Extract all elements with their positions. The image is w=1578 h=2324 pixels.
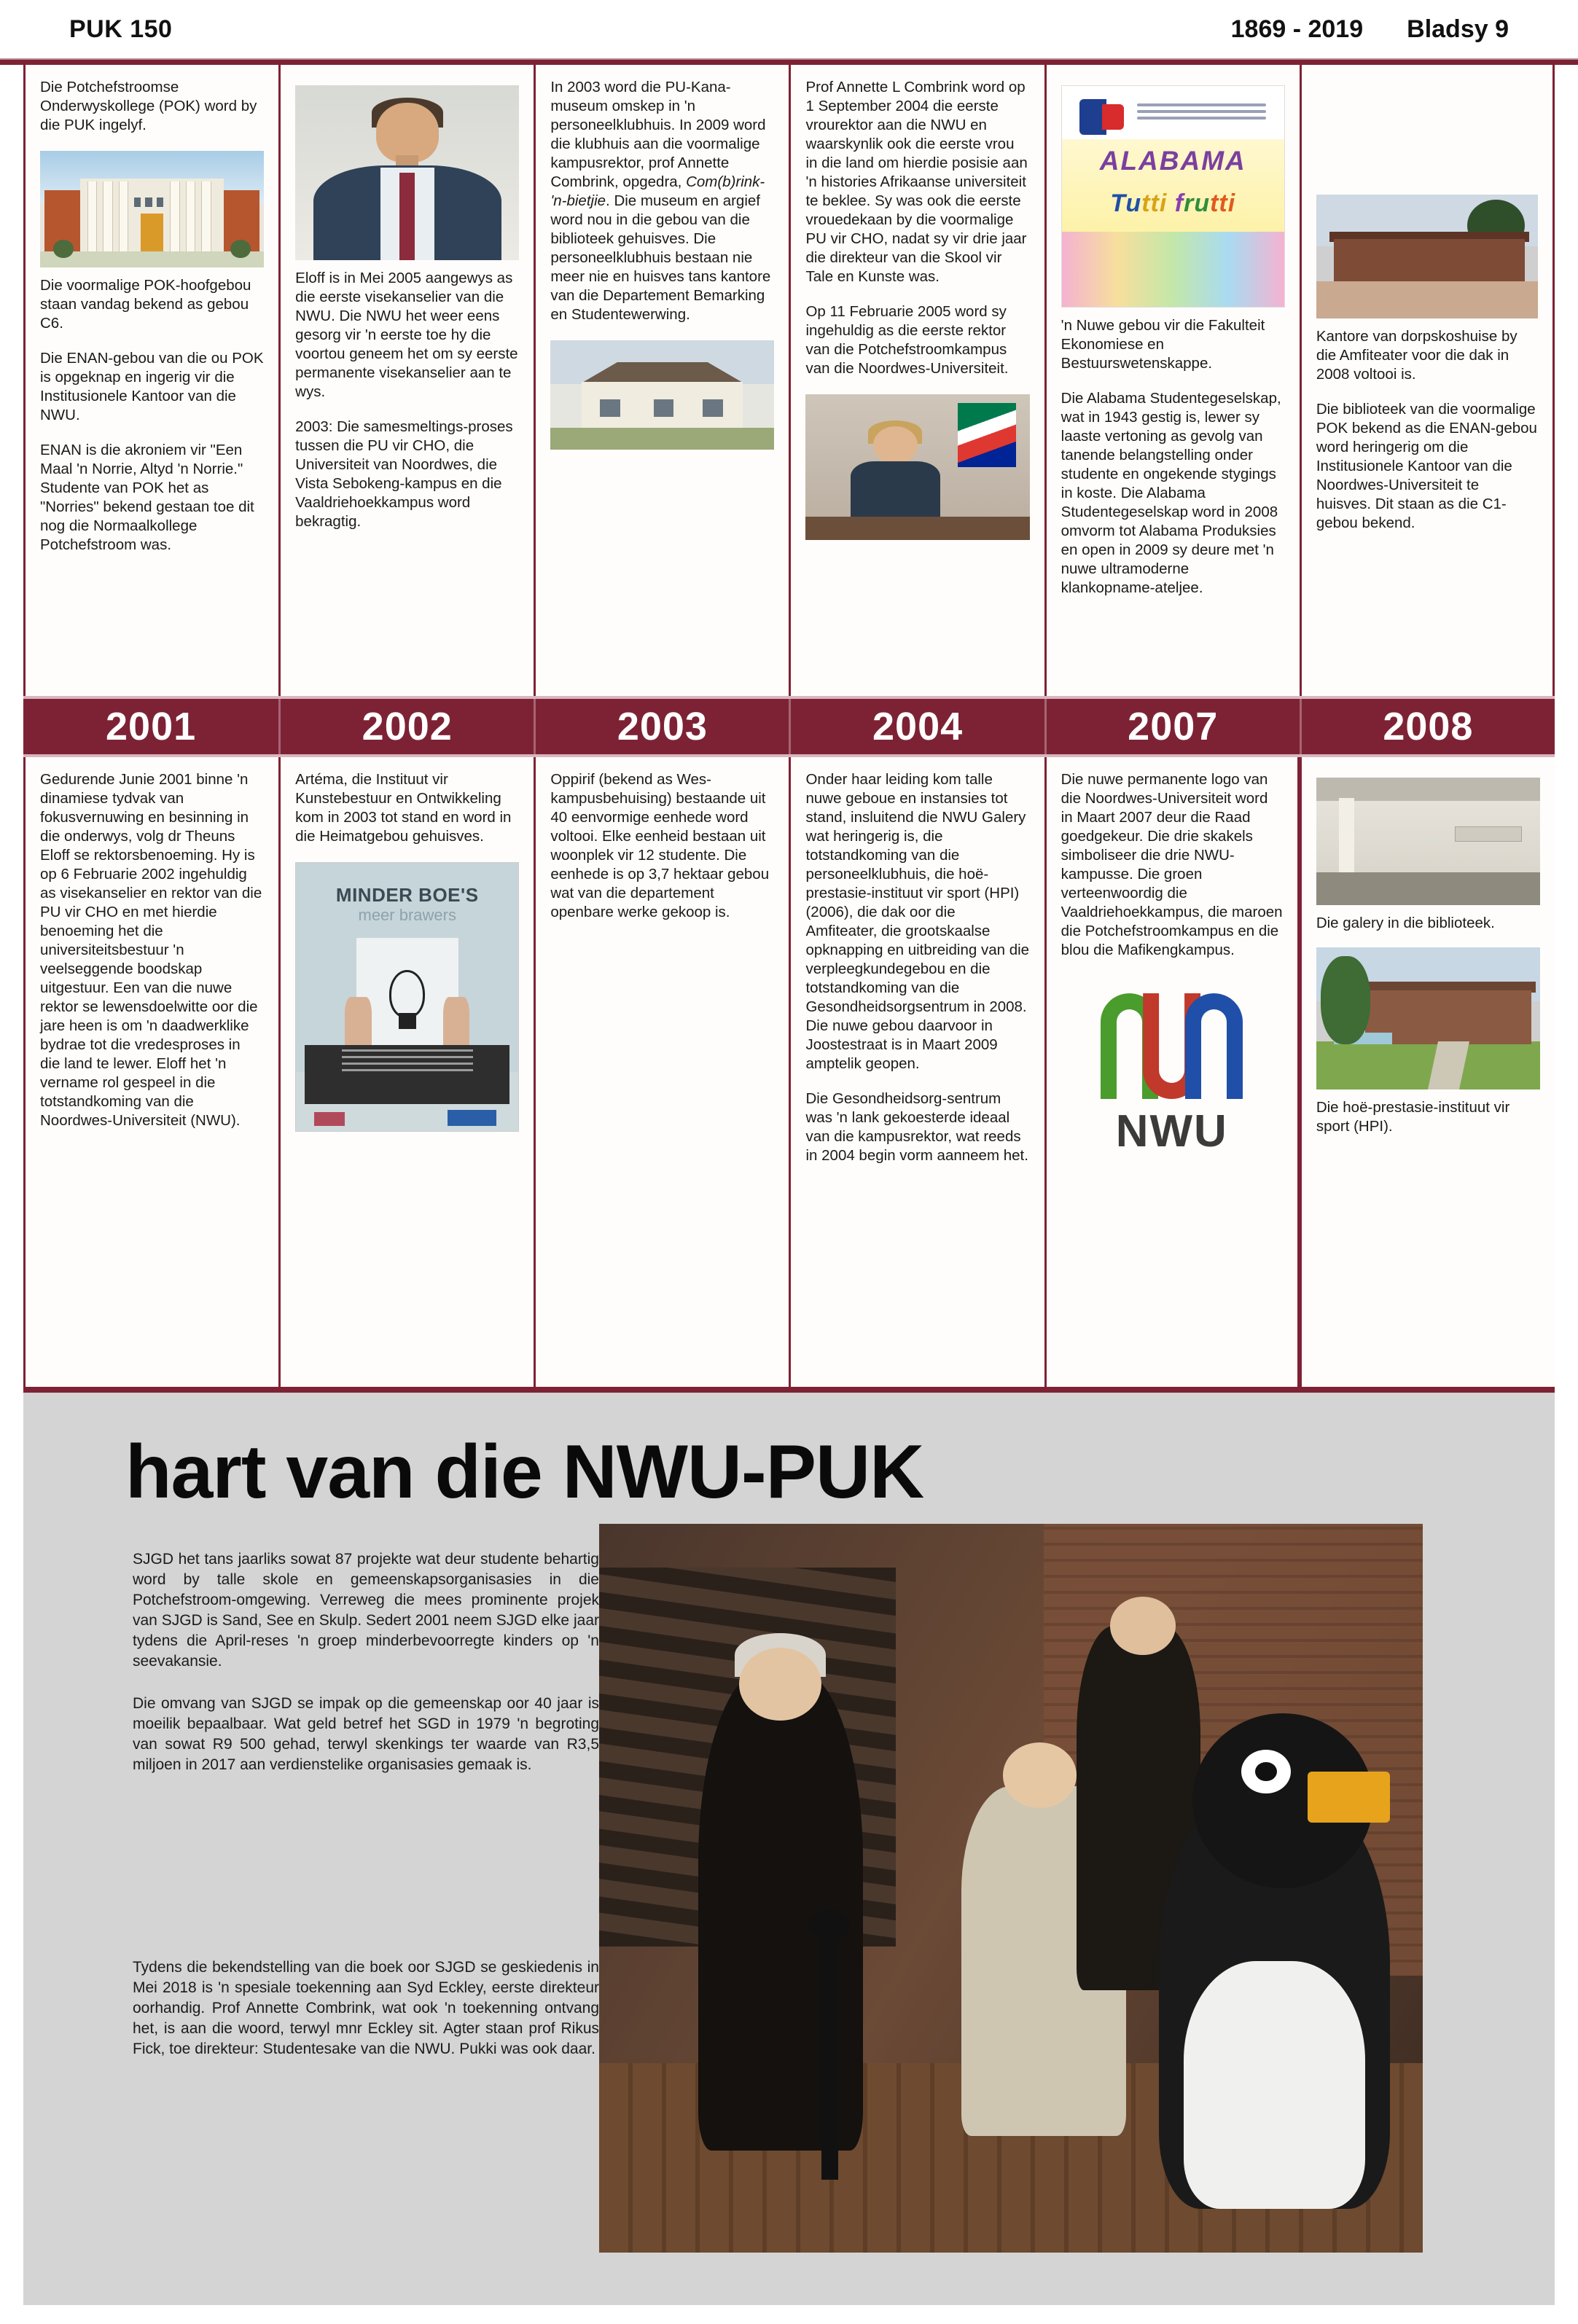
year-label-2002: 2002	[278, 699, 534, 754]
paragraph: SJGD het tans jaarliks sowat 87 projekte wat deur studente behartig word by talle skole en gemeenskapsorganisasies in die Potchefstroom-omgewing. Verreweg die mees prominente projek van SJGD is Sand, See en Skulp. Sedert 2001 neem SJGD elke jaar tydens die April-reses 'n groep minderbevoorregte kinders op 'n seevakansie.	[133, 1551, 599, 1670]
paragraph-part: In 2003 word die PU-Kana-museum omskep in 'n personeelklubhuis. In 2009 word die klubhuis aan die voormalige kampusrektor, prof Annette Combrink, opgedra,	[550, 79, 766, 190]
logo-text-lines	[1137, 103, 1266, 123]
masthead-year-range: 1869 - 2019	[1230, 15, 1364, 43]
amfiteater-offices-photo	[1316, 195, 1538, 318]
paragraph: Artéma, die Instituut vir Kunstebestuur en Ontwikkeling kom in 2003 tot stand en word in die Heimatgebou gehuisves.	[295, 771, 512, 845]
year-band	[23, 696, 1555, 757]
paragraph: Eloff is in Mei 2005 aangewys as die eerste visekanselier van die NWU. Die NWU het weer eens gesorg vir 'n eerste toe hy die voortou geneem het om sy eerste permanente visekanselier aan te wys.	[295, 270, 518, 400]
photo-caption: Die hoë-prestasie-instituut vir sport (HPI).	[1316, 1099, 1510, 1135]
alabama-poster-image	[1061, 85, 1285, 308]
timeline-cell-top-6	[1300, 65, 1555, 696]
timeline-cell-bottom-5	[1044, 757, 1300, 1387]
paragraph: Onder haar leiding kom talle nuwe geboue en instansies tot stand, insluitend die NWU Galery wat heringerig is, die totstandkoming van die personeelklubhuis, die hoë-prestasie-instituut vir sport (HPI) (2006), die dak oor die Amfiteater, die grootskaalse opknapping en uitbreiding van die verpleegkundegebou en die totstandkoming van die Gesondheidsorgsentrum in 2008. Die nuwe gebou daarvoor in Joostestraat is in Maart 2009 amptelik geopen.	[805, 771, 1030, 1072]
library-gallery-photo	[1316, 778, 1540, 905]
feature-event-photo	[599, 1524, 1423, 2253]
pok-building-photo	[40, 151, 264, 267]
paragraph: Die Potchefstroomse Onderwyskollege (POK) word by die PUK ingelyf.	[40, 79, 257, 133]
masthead-page-number: Bladsy 9	[1407, 15, 1509, 43]
masthead-title: PUK 150	[69, 15, 173, 43]
feature-headline: hart van die NWU-PUK	[125, 1430, 924, 1514]
alabama-subtitle: Tutti frutti	[1110, 189, 1236, 218]
timeline-cell-bottom-2	[278, 757, 534, 1387]
photo-caption: Die galery in die biblioteek.	[1316, 915, 1495, 931]
paragraph: Die voormalige POK-hoofgebou staan vandag bekend as gebou C6.	[40, 277, 251, 332]
alabama-title: ALABAMA	[1099, 145, 1246, 176]
timeline-cell-bottom-4	[789, 757, 1044, 1387]
paragraph: Oppirif (bekend as Wes-kampusbehuising) bestaande uit 40 eenvormige eenhede word voltooi. Elke eenheid bestaan uit woonplek vir 12 studente. Die eenhede is op 3,7 hektaar gebou wat van die departement openbare werke gekoop is.	[550, 771, 770, 920]
museum-house-photo	[550, 340, 774, 450]
year-label-2003: 2003	[534, 699, 789, 754]
paragraph: Prof Annette L Combrink word op 1 September 2004 die eerste vrourektor aan die NWU en waarskynlik ook die eerste vrou in die land om hierdie posisie aan 'n histories Afrikaanse universiteit te beklee. Sy was ook die eerste vrouedekaan by die voormalige PU vir CHO, nadat sy vir drie jaar die direkteur van die Skool vir Tale en Kunste was.	[805, 79, 1028, 285]
year-label-2001: 2001	[106, 705, 197, 748]
feature-text-column	[133, 1549, 599, 1797]
timeline-grid	[23, 65, 1555, 1387]
paragraph: Die Gesondheidsorg-sentrum was 'n lank gekoesterde ideaal van die kampusrektor, wat reeds in 2004 begin vorm aanneem het.	[805, 1090, 1028, 1164]
timeline-cell-top-2	[278, 65, 534, 696]
paragraph: ENAN is die akroniem vir "Een Maal 'n Norrie, Altyd 'n Norrie." Studente van POK het as "Norries" bekend gestaan toe dit nog die Normaalkollege Potchefstroom was.	[40, 442, 254, 553]
timeline-cell-bottom-3	[534, 757, 789, 1387]
paragraph: Die ENAN-gebou van die ou POK is opgeknap en ingerig vir die Institusionele Kantoor van die NWU.	[40, 350, 264, 423]
year-label-2004: 2004	[789, 699, 1044, 754]
masthead-rule	[0, 58, 1578, 65]
timeline-cell-top-4	[789, 65, 1044, 696]
paragraph: Die nuwe permanente logo van die Noordwes-Universiteit word in Maart 2007 deur die Raad goedgekeur. Die drie skakels simboliseer die drie NWU-kampusse. Die groen verteenwoordig die Vaaldriehoekkampus, die maroen die Potchefstroomkampus en die blou die Mafikengkampus.	[1061, 771, 1283, 958]
year-label-2007: 2007	[1044, 699, 1300, 754]
nwu-logo-text: NWU	[1115, 1106, 1228, 1157]
nwu-logo-icon	[1079, 99, 1124, 134]
italic-title: Com(b)rink-'n-bietjie	[550, 173, 765, 209]
timeline-cell-top-3	[534, 65, 789, 696]
photo-caption: Tydens die bekendstelling van die boek oor SJGD se geskiedenis in Mei 2018 is 'n spesiale toekenning aan Syd Eckley, eerste direkteur oorhandig. Prof Annette Combrink, wat ook 'n toekenning ontvang het, is aan die woord, terwyl mnr Eckley sit. Agter staan prof Rikus Fick, toe direkteur: Studentesake van die NWU. Pukki was ook daar.	[133, 1959, 599, 2057]
paragraph-part: . Die museum en argief word nou in die gebou van die biblioteek gehuisves. Die personeelklubhuis bestaan nie meer nie en huisves tans kantore van die Departement Bemarking en Studentewerwing.	[550, 192, 771, 323]
timeline-cell-top-1	[23, 65, 278, 696]
masthead	[0, 0, 1578, 58]
hpi-building-photo	[1316, 947, 1540, 1089]
eloff-portrait-photo	[295, 85, 519, 260]
nwu-logo-large-icon	[1061, 979, 1283, 1161]
feature-caption-column	[133, 1957, 599, 2059]
feature-section	[23, 1387, 1555, 2305]
poster-title: MINDER BOE'S	[335, 884, 479, 907]
paragraph: Die omvang van SJGD se impak op die gemeenskap oor 40 jaar is moeilik bepaalbaar. Wat geld betref het SGD in 1979 'n begroting van sowat R9 500 gehad, terwyl skenkings ter waarde van R3,5 miljoen in 2017 aan verdienstelike organisasies gemaak is.	[133, 1695, 599, 1773]
paragraph	[550, 78, 774, 324]
paragraph: 'n Nuwe gebou vir die Fakulteit Ekonomiese en Bestuurswetenskappe.	[1061, 317, 1265, 372]
artema-poster-image	[295, 862, 519, 1132]
paragraph: Kantore van dorpskoshuise by die Amfiteater voor die dak in 2008 voltooi is.	[1316, 328, 1518, 383]
paragraph: Die biblioteek van die voormalige POK bekend as die ENAN-gebou word heringerig om die Institusionele Kantoor van die Noordwes-Universiteit te huisves. Dit staan as die C1-gebou bekend.	[1316, 401, 1537, 531]
paragraph: Op 11 Februarie 2005 word sy ingehuldig as die eerste rektor van die Potchefstroomkampus van die Noordwes-Universiteit.	[805, 303, 1009, 377]
microphone-icon	[821, 1932, 838, 2180]
paragraph: 2003: Die samesmeltings-proses tussen die PU vir CHO, die Universiteit van Noordwes, die Vista Sebokeng-kampus en die Vaaldriehoekkampus word bekragtig.	[295, 418, 513, 530]
timeline-cell-bottom-6	[1300, 757, 1555, 1387]
poster-subtitle: meer brawers	[358, 905, 456, 924]
paragraph: Die Alabama Studentegeselskap, wat in 1943 gestig is, lewer sy laaste vertoning as gevolg van tanende belangstelling onder studente en ongekende stygings in koste. Die Alabama Studentegeselskap word in 2008 omvorm tot Alabama Produksies en open in 2009 sy deure met 'n nuwe ultramoderne klankopname-ateljee.	[1061, 390, 1281, 596]
timeline-cell-top-5	[1044, 65, 1300, 696]
paragraph: Gedurende Junie 2001 binne 'n dinamiese tydvak van fokusvernuwing en besinning in die onderwys, volg dr Theuns Eloff se rektorsbenoeming. Hy is op 6 Februarie 2002 ingehuldig as visekanselier en rektor van die PU vir CHO en met hierdie benoeming het die universiteitsbestuur 'n veelseggende boodskap uitgestuur. Een van die nuwe rektor se lewensdoelwitte oor die jare heen is om 'n daadwerklike bydrae tot die vredesproses in die land te lewer. Eloff het 'n vername rol gespeel in die totstandkoming van die Noordwes-Universiteit (NWU).	[40, 771, 262, 1129]
timeline-cell-bottom-1	[23, 757, 278, 1387]
combrink-portrait-photo	[805, 394, 1029, 540]
year-label-2008: 2008	[1300, 699, 1555, 754]
